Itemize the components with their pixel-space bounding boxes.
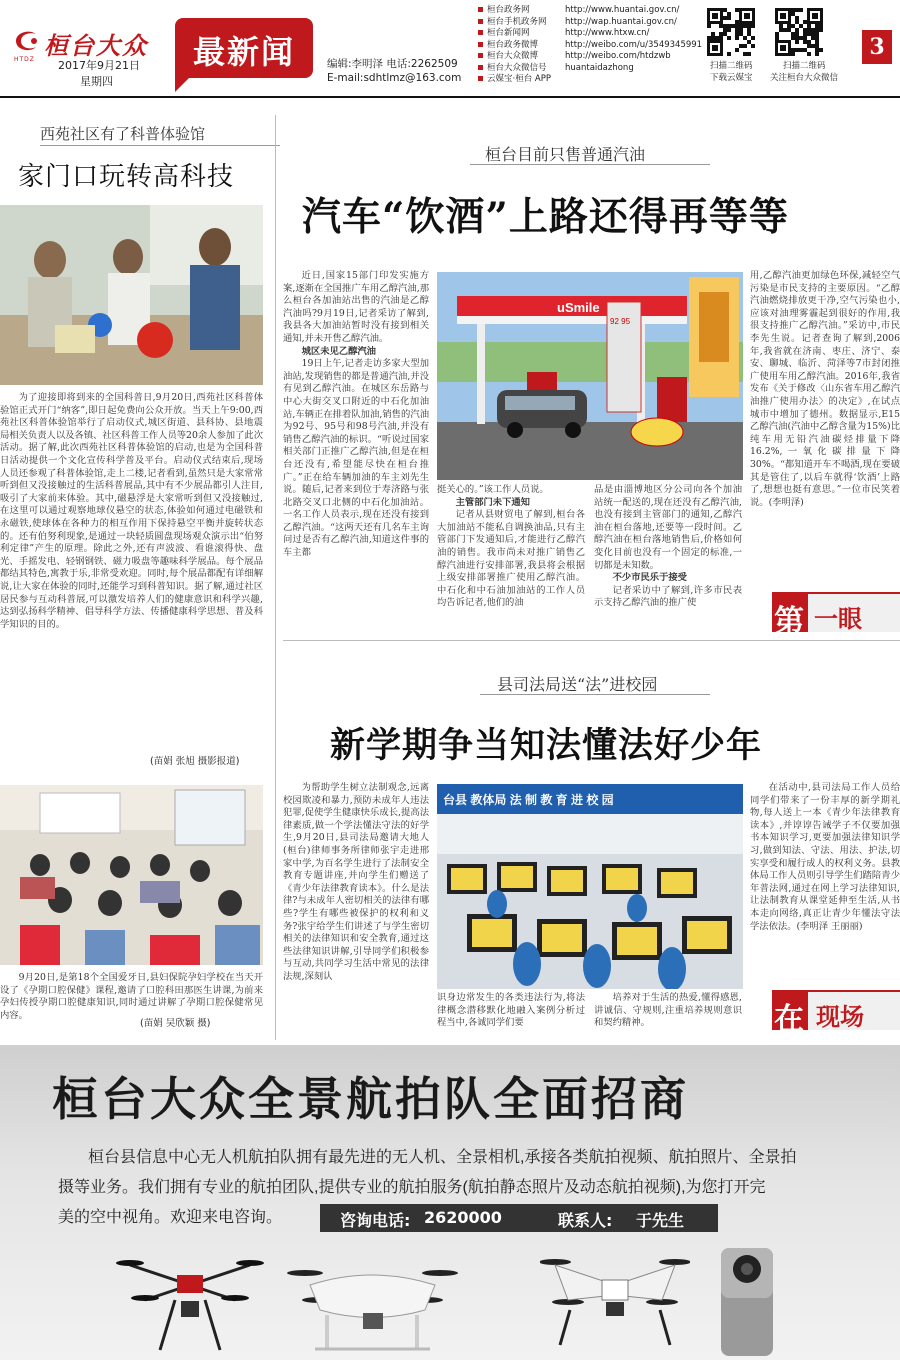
masthead-link-row: [478, 63, 703, 75]
issue-weekday: 星期四: [80, 75, 113, 88]
gas-col2: [437, 484, 585, 630]
gas-col1b-text: 19日上午,记者走访多家大型加油站,发现销售的都是普通汽油,并没有见到乙醇汽油。在城区东岳路与中心大街交叉口附近的中石化加油站,车辆正在排着队加油,销售的汽油为92号、95号和98号汽油,并没有销售乙醇汽油的标识。“听说过国家相关部门正推广乙醇汽油,但是在桓台还没有,希望能尽快在桓台推广。”正在给车辆加油的车主刘先生说。随后,记者来到位于寿济路与张北路交叉口北侧的中石化加油站。一名工作人员表示,现在还没有接到乙醇汽油。“这两天还有几名车主询问过是否有乙醇汽油,知道这件事的车主都: [283, 358, 429, 559]
gas-price-sign: 92 95: [610, 317, 631, 326]
law-col3: 培养对于生活的热爱,懂得感恩,讲诚信、守规则,注重培养规则意识和契约精神。: [594, 992, 742, 1029]
qr2-caption-2: 关注桓台大众微信: [770, 73, 839, 83]
masthead-link-url[interactable]: huantaidazhong: [565, 62, 634, 73]
qr1-caption-2: 下载云媒宝: [710, 73, 753, 83]
masthead-link-name: 云媒宝·桓台 APP: [487, 74, 551, 84]
bullet-icon: [478, 76, 483, 81]
section-banner-tail: [175, 78, 189, 92]
foldable-drone-icon: [540, 1240, 690, 1350]
law-col4: [750, 782, 900, 982]
law-classroom-photo: [437, 784, 743, 989]
gas-credit: (李明泽): [768, 496, 804, 508]
link-list: [478, 5, 703, 86]
ad-line-1: 桓台县信息中心无人机航拍队拥有最先进的无人机、全景相机,承接各类航拍视频、航拍照片、全景拍: [88, 1149, 797, 1166]
column-tag-first-look-char: 第: [774, 604, 804, 639]
qr-code-icon: [775, 8, 823, 56]
logo-abbr: HTDZ: [14, 56, 35, 63]
qr2-caption-1: 扫描二维码: [783, 61, 826, 71]
science-kicker-rule: [40, 145, 280, 146]
gas-station-photo: [437, 272, 743, 480]
science-kicker: 西苑社区有了科普体验馆: [40, 125, 206, 143]
column-tag-on-site: [772, 990, 900, 1037]
gas-canopy-sign: uSmile: [557, 300, 600, 315]
gas-subhead-3: 不少市民乐于接受: [612, 572, 687, 584]
masthead-divider: [0, 96, 900, 98]
science-photo: [0, 205, 263, 385]
ad-contact-label: 联系人:: [558, 1211, 613, 1230]
page-number: 3: [869, 34, 885, 60]
bullet-icon: [478, 42, 483, 47]
ad-phone-label: 咨询电话:: [340, 1211, 411, 1230]
masthead-link-name: 桓台大众微博: [487, 51, 539, 61]
email-line: E-mail:sdhtlmz@163.com: [327, 72, 462, 84]
paper-name: 桓台大众: [44, 31, 148, 60]
masthead-link-url[interactable]: http://www.htxw.cn/: [565, 28, 650, 38]
science-headline: 家门口玩转高科技: [18, 162, 235, 192]
masthead-link-name: 桓台新闻网: [487, 28, 530, 38]
article-divider: [283, 640, 900, 641]
ad-line-2: 摄等业务。我们拥有专业的航拍团队,提供专业的航拍服务(航拍静态照片及动态航拍视频),为您打开完: [58, 1179, 766, 1196]
gas-col3-text: 品是由淄博地区分公司向各个加油站统一配送的,现在还没有乙醇汽油,也没有接到主管部门的通知,乙醇汽油在桓台落地,还要等一段时间。乙醇汽油在桓台落地销售后,价格如何变化目前也没有一个固定的标准,一切都是未知数。: [594, 484, 742, 571]
panoramic-camera-icon: [718, 1245, 776, 1360]
bullet-icon: [478, 53, 483, 58]
gas-col4: [750, 270, 900, 575]
gas-col3: [594, 484, 742, 630]
masthead-link-url[interactable]: http://www.huantai.gov.cn/: [565, 5, 680, 15]
masthead: [0, 0, 900, 118]
science-body: 为了迎接即将到来的全国科普日,9月20日,西苑社区科普体验馆正式开门“纳客”,即日起免费向公众开放。当天上午9:00,西苑社区科普体验馆举行了启动仪式,城区街道、县科协、县地震局相关负责人以及各镇、社区科普工作人员等20余人参加了此次活动。据了解,此次西苑社区科普体验馆的启动,也是为全国科普日活动提供一个文化宣传科学普及平台。启动仪式结束后,现场人员还参观了科普体验馆,走上二楼,记者看到,虽然只是大家常常听到但又没接触过的生活科普展品,其中有不少展品都引人注目,吸引了大家前来体验。其中,磁悬浮是大家常听到但又没接触过,在这里可以通过观察地球仪悬空的状态,体验如何通过电磁铁和永磁铁,使球体在各种力的相互作用下保持悬空平衡并旋转状态的。还有伯努利现象,是通过一块轻质圆盘现场观众演示出“伯努利定律”产生的原理。除此之外,还有声波波、看谁滚得快、盘光、手摇发电、轻钢钢铁、磁力吸盘等趣味科学展品。每个展品都结其特色,寓教于乐,非常受欢迎。同时,每个展品都配有详细解说,让大家在体验的同时,还能学习到科普知识。据了解,通过社区居民参与互动科普展,可以激发培养人们的健康意识和科学兴趣,达到弘扬科学精神、倡导科学方法、传播健康科学思想、普及科学知识的目的。: [0, 392, 263, 630]
law-col2: 识身边常发生的各类违法行为,将法律概念潜移默化地融入案例分析过程当中,各诚同学们要: [437, 992, 585, 1029]
aerial-ad: [0, 1045, 900, 1360]
masthead-link-name: 桓台大众微信号: [487, 62, 547, 73]
editor-line: 编辑:李明泽 电话:2262509: [327, 58, 458, 70]
masthead-link-url[interactable]: http://weibo.com/u/3549345991: [565, 39, 703, 50]
qr-code-icon: [707, 8, 755, 56]
section-title: 最新闻: [192, 33, 295, 71]
bullet-icon: [478, 19, 483, 24]
gas-col4-text: 用,乙醇汽油更加绿色环保,减轻空气污染是市民支持的主要原因。“乙醇汽油燃烧排放更干净,空气污染也小,应该对油理雾霾起到很好的作用,我很支持推广乙醇汽油。”采访中,市民李先生说。记者查询了解到,2006年,我省就在济南、枣庄、济宁、泰安、聊城、临沂、菏泽等7市封闭推广使用车用乙醇汽油。2016年,我省发布《关于修改〈山东省车用乙醇汽油推广使用办法〉的决定》,在试点城市中增加了德州。数据显示,E15乙醇汽油(汽油中乙醇含量为15%)比纯车用无铅汽油碳烃排量下降16.2%,一氧化碳排量下降30%。“都知道开车不喝酒,现在要破其是管住了,以后车就得‘饮酒’上路了,想想也挺有意思。”一位市民笑着说。: [750, 270, 900, 508]
law-col4-text: 在活动中,县司法局工作人员给同学们带来了一份丰厚的新学期礼物,每人送上一本《青少年法律教育读本》,并谆谆告诫学子不仅要加强书本知识学习,更要加强法律知识学习,做到知法、守法、用法、护法,切实享受和履行成人的权利义务。县教体局工作人员则引导学生们踏陪青少年普法网,通过在网上学习法律知识,让法制教育从课堂延伸至生活,从书本走向网络,真正让青少年懂法守法学法依法。: [750, 782, 900, 932]
law-headline: 新学期争当知法懂法好少年: [330, 725, 763, 766]
law-kicker-rule: [480, 694, 710, 695]
ad-contact-bar: [320, 1204, 718, 1232]
page-number-box: [862, 30, 892, 64]
bullet-icon: [478, 65, 483, 70]
gas-col2b-text: 记者从县财贸电了解到,桓台各大加油站不能私自调换油品,只有主管部门下发通知后,才能进行乙醇汽油的销售。我市尚未对推广销售乙醇汽油进行安排部署,我县将会根据上级安排部署推广使用乙醇汽油。中石化和中石油加油站的工作人员均告诉记者,他们的油: [437, 509, 585, 609]
gas-headline: 汽车“饮酒”上路还得再等等: [302, 194, 789, 240]
gas-col1: [283, 270, 429, 630]
column-divider: [275, 115, 276, 1040]
ad-line-3: 美的空中视角。欢迎来电咨询。: [58, 1209, 283, 1226]
gas-kicker: 桓台目前只售普通汽油: [485, 145, 646, 164]
hexacopter-drone-icon: [115, 1245, 265, 1355]
masthead-link-name: 桓台政务网: [487, 5, 530, 15]
column-tag-on-site-label: 现场: [816, 1002, 864, 1031]
qr1-caption-1: 扫描二维码: [710, 61, 753, 71]
gas-subhead-2: 主管部门未下通知: [455, 496, 530, 508]
quadcopter-drone-icon: [285, 1255, 460, 1355]
law-credit: (李明泽 王丽丽): [796, 920, 863, 932]
bullet-icon: [478, 7, 483, 12]
paper-logo-icon: [12, 28, 42, 54]
gas-subhead-1: 城区未见乙醇汽油: [301, 345, 376, 357]
ad-contact: 于先生: [636, 1211, 685, 1230]
law-banner-text: 台县 教体局 法 制 教 育 进 校 园: [443, 793, 614, 807]
gas-col2-text: 挺关心的。”该工作人员说。: [437, 484, 549, 495]
gas-col1-text: 近日,国家15部门印发实施方案,逐渐在全国推广车用乙醇汽油,那么桓台各加油站出售的汽油是乙醇汽油吗?9月19日,记者采访了解到,我县各大加油站暂时没有接到相关通知,并未开售乙醇汽油。: [283, 270, 429, 344]
column-tag-first-look-label: 一眼: [814, 604, 862, 633]
masthead-link-url[interactable]: http://wap.huantai.gov.cn/: [565, 16, 677, 27]
masthead-link-name: 桓台政务微博: [487, 39, 539, 50]
column-tag-on-site-char: 在: [774, 1002, 804, 1037]
masthead-link-url[interactable]: http://weibo.com/htdzwb: [565, 51, 671, 61]
classroom-credit: (苗娟 吴欣颖 摄): [140, 1018, 211, 1029]
law-col1: 为帮助学生树立法制观念,远离校园欺凌和暴力,预防未成年人违法犯罪,促使学生健康快乐成长,提高法律素质,做一个学法懂法守法的好学生,9月20日,县司法局邀请大地人(桓台)律师事务所律师张宇走进邢家中学,为百名学生进行了法制安全教育专题讲座,并向学生们赠送了《青少年法律教育读本》。什么是法律?与未成年人密切相关的法律有哪些?学生有哪些被保护的权利和义务?张宇给学生们讲述了与学生密切相关的法律知识和安全教育,通过这些法律知识讲解,引导同学们积极参与互动,共同学习生活中常见的法律法规,深刻认: [283, 782, 429, 982]
bullet-icon: [478, 30, 483, 35]
gas-col3b-text: 记者采访中了解到,许多市民表示支持乙醇汽油的推广使: [594, 584, 742, 609]
gas-kicker-rule: [470, 164, 710, 165]
ad-title: 桓台大众全景航拍队全面招商: [52, 1072, 689, 1126]
masthead-link-row: [478, 74, 703, 86]
classroom-photo: [0, 785, 263, 965]
masthead-link-row: [478, 40, 703, 52]
section-banner: [175, 18, 313, 78]
law-kicker: 县司法局送“法”进校园: [497, 675, 658, 694]
masthead-link-row: [478, 5, 703, 17]
masthead-link-row: [478, 51, 703, 63]
column-tag-first-look: [772, 592, 900, 639]
classroom-caption: 9月20日,是第18个全国爱牙日,县妇保院孕妇学校在当天开设了《孕期口腔保健》课程,邀请了口腔科田那医生讲课,为前来孕妇传授孕期口腔健康知识,同时通过讲解了孕期口腔保健常见内容。: [0, 972, 263, 1021]
ad-phone: 2620000: [424, 1208, 502, 1227]
issue-date: 2017年9月21日: [58, 59, 140, 72]
science-credit: (苗娟 张旭 摄影报道): [150, 756, 240, 767]
masthead-link-row: [478, 17, 703, 29]
masthead-link-row: [478, 28, 703, 40]
masthead-link-name: 桓台手机政务网: [487, 16, 547, 27]
